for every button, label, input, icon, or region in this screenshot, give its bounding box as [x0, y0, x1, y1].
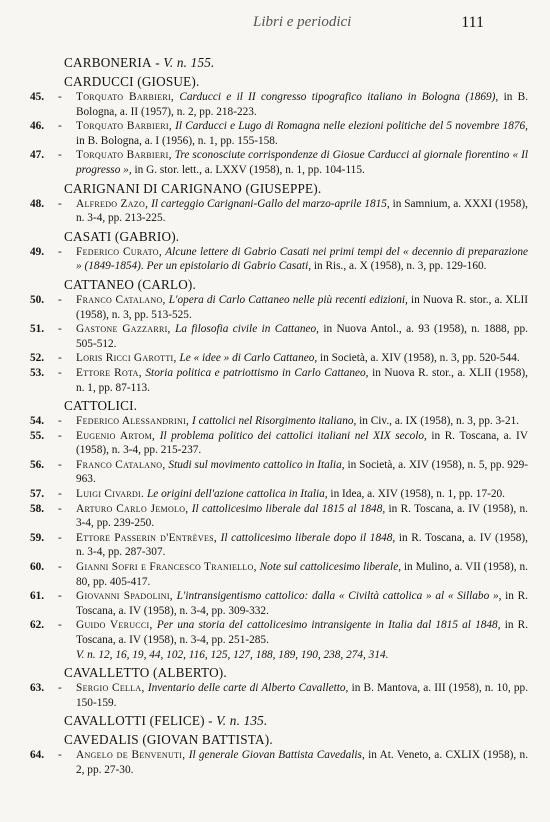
bibliography-entry — [0, 531, 550, 560]
entry-citation: in R. Toscana, a. IV (1958), n. 3-4, pp. 239-250. — [76, 502, 528, 530]
entry-number: 47. — [30, 149, 45, 162]
entry-number: 46. — [30, 120, 45, 133]
entry-dash: - — [58, 458, 62, 471]
entry-title: Note sul cattolicesimo liberale, — [259, 561, 402, 574]
entry-dash: - — [58, 749, 62, 762]
section-heading — [0, 180, 550, 197]
bibliography-entry — [0, 322, 550, 351]
bibliography-entry — [0, 197, 550, 226]
entry-citation: in Idea, a. XIV (1958), n. 1, pp. 17-20. — [327, 488, 505, 501]
entry-author: Luigi Civardi. — [76, 488, 145, 501]
entry-number: 56. — [30, 458, 45, 471]
entry-dash: - — [58, 531, 62, 544]
section-heading — [0, 228, 550, 245]
entry-author: Torquato Barbieri, — [76, 91, 175, 103]
entry-dash: - — [58, 415, 62, 428]
entry-author: Eugenio Artom, — [76, 429, 156, 442]
entry-title: Storia politica e patriottismo in Carlo Cattaneo, — [145, 366, 369, 379]
entry-author: Ettore Rota, — [76, 366, 142, 379]
entry-title: Tre sconosciute corrispondenze di Giosue Carducci al giornale fiorentino « Il progresso », — [76, 149, 529, 176]
entry-citation: in Nuova Antol., a. 93 (1958), n. 1888, pp. 505-512. — [76, 323, 529, 350]
entry-citation: in Ris., a. X (1958), n. 3, pp. 129-160. — [311, 260, 487, 273]
entry-number: 59. — [30, 531, 45, 544]
bibliography-entry — [0, 245, 550, 274]
section-name: CARDUCCI (GIOSUE). — [64, 74, 200, 89]
entry-title: Carducci e il II congresso tipografico italiano in Bologna (1869), — [179, 91, 499, 103]
bibliography-entry — [0, 502, 550, 531]
entry-author: Loris Ricci Garotti, — [76, 352, 177, 365]
entry-author: Torquato Barbieri, — [76, 149, 172, 162]
entry-author: Sergio Cella, — [76, 682, 145, 695]
entry-title: La filosofia civile in Cattaneo, — [175, 323, 319, 336]
section-heading — [0, 664, 550, 681]
bibliography-entry — [0, 681, 550, 710]
entry-dash: - — [58, 352, 62, 365]
entry-author: Franco Catalano, — [76, 293, 166, 306]
entry-title: Le « idee » di Carlo Cattaneo, — [179, 352, 318, 365]
entry-author: Franco Catalano, — [76, 458, 166, 471]
entry-citation: in Civ., a. IX (1958), n. 3, pp. 3-21. — [356, 415, 520, 428]
bibliography-entry — [0, 414, 550, 429]
entry-dash: - — [58, 323, 62, 336]
see-also-note: V. n. 12, 16, 19, 44, 102, 116, 125, 127, 188, 189, 190, 238, 274, 314. — [76, 648, 389, 661]
section-name: CATTOLICI. — [64, 398, 138, 414]
entry-citation: in G. stor. lett., a. LXXV (1958), n. 1, pp. 104-115. — [131, 163, 365, 176]
bibliography-entry — [0, 366, 550, 395]
running-title: Libri e periodici — [253, 14, 352, 30]
entry-number: 52. — [30, 352, 45, 365]
entry-title: Il problema politico dei cattolici italiani nel XIX secolo, — [159, 429, 427, 442]
entry-title: Il carteggio Carignani-Gallo del marzo-aprile 1815, — [151, 197, 390, 210]
bibliography-list — [0, 52, 550, 778]
entry-title: Per una storia del cattolicesimo intransigente in Italia dal 1815 al 1848, — [156, 619, 501, 632]
section-name: CAVEDALIS (GIOVAN BATTISTA). — [64, 732, 273, 748]
bibliography-entry — [0, 618, 550, 647]
entry-author: Federico Curato, — [76, 245, 162, 258]
entry-author: Gastone Gazzarri, — [76, 323, 171, 336]
section-name: CAVALLOTTI (FELICE) — [64, 713, 205, 729]
entry-number: 57. — [30, 488, 45, 501]
entry-title: Il cattolicesimo liberale dal 1815 al 1848, — [191, 502, 386, 515]
entry-number: 54. — [30, 415, 45, 428]
entry-citation: in Nuova R. stor., a. XLII (1958), n. 3, pp. 513-525. — [76, 293, 529, 321]
entry-title: Le origini dell'azione cattolica in Italia, — [146, 488, 328, 501]
entry-title: Studi sul movimento cattolico in Italia, — [168, 458, 345, 471]
entry-number: 64. — [30, 749, 45, 762]
section-name: CAVALLETTO (ALBERTO). — [64, 665, 227, 681]
entry-title: I cattolici nel Risorgimento italiano, — [192, 415, 357, 428]
entry-citation: in At. Veneto, a. CXLIX (1958), n. 2, pp. 27-30. — [76, 749, 529, 776]
entry-number: 58. — [30, 502, 45, 515]
entry-number: 63. — [30, 682, 45, 695]
entry-citation: in Samnium, a. XXXI (1958), n. 3-4, pp. 213-225. — [76, 197, 528, 225]
entry-dash: - — [58, 561, 62, 574]
entry-number: 51. — [30, 323, 45, 336]
entry-dash: - — [58, 682, 62, 695]
entry-title: Il generale Giovan Battista Cavedalis, — [188, 749, 365, 762]
entry-number: 49. — [30, 245, 45, 258]
entry-dash: - — [58, 120, 62, 133]
section-heading — [0, 54, 550, 71]
bibliography-entry — [0, 487, 550, 502]
entry-dash: - — [58, 502, 62, 515]
entry-dash: - — [58, 488, 62, 501]
entry-number: 50. — [30, 293, 45, 306]
entry-author: Guido Verucci, — [76, 619, 153, 632]
bibliography-entry — [0, 458, 550, 487]
bibliography-entry — [0, 748, 550, 777]
section-name: CASATI (GABRIO). — [64, 228, 180, 244]
entry-citation: in B. Mantova, a. III (1958), n. 10, pp. 150-159. — [76, 682, 529, 709]
bibliography-entry — [0, 351, 550, 366]
entry-dash: - — [58, 293, 62, 306]
bibliography-entry — [0, 429, 550, 458]
entry-citation: in R. Toscana, a. IV (1958), n. 3-4, pp. 309-332. — [76, 590, 528, 617]
entry-author: Federico Alessandrini, — [76, 415, 190, 428]
entry-author: Ettore Passerin d'Entrèves, — [76, 531, 218, 544]
entry-title: Alcune lettere di Gabrio Casati nei primi tempi del « decennio di preparazione » (1849-1854). Per un epistolario di Gabrio Casati, — [76, 245, 528, 273]
entry-author: Giovanni Spadolini, — [76, 590, 173, 603]
entry-citation: in Nuova R. stor., a. XLII (1958), n. 1, pp. 87-113. — [76, 366, 528, 394]
page-header — [0, 14, 550, 36]
bibliography-entry — [0, 589, 550, 618]
bibliography-entry — [0, 560, 550, 589]
entry-citation: in R. Toscana, a. IV (1958), n. 3-4, pp. 251-285. — [76, 619, 529, 646]
section-name: CARIGNANI DI CARIGNANO (GIUSEPPE). — [64, 180, 322, 196]
entry-author: Torquato Barbieri, — [76, 120, 172, 133]
entry-number: 62. — [30, 619, 45, 632]
entry-citation: in Società, a. XIV (1958), n. 3, pp. 520-544. — [317, 352, 520, 365]
entry-title: Il Carducci e Lugo di Romagna nelle elezioni politiche del 5 novembre 1876, — [175, 120, 528, 133]
entry-citation: in R. Toscana, a. IV (1958), n. 3-4, pp. 215-237. — [76, 429, 528, 457]
entry-citation: in B. Bologna, a. II (1957), n. 2, pp. 218-223. — [76, 91, 529, 118]
entry-title: L'intransigentismo cattolico: dalla « Civiltà cattolica » al « Sillabo », — [176, 590, 502, 603]
section-name: CARBONERIA — [64, 55, 152, 70]
entry-dash: - — [58, 429, 62, 442]
entry-citation: in Società, a. XIV (1958), n. 5, pp. 929-963. — [76, 458, 529, 486]
entry-dash: - — [58, 619, 62, 632]
section-heading — [0, 397, 550, 414]
entry-number: 61. — [30, 590, 45, 603]
bibliography-entry — [0, 119, 550, 148]
entry-dash: - — [58, 91, 62, 103]
entry-number: 45. — [30, 91, 45, 103]
entry-number: 55. — [30, 429, 45, 442]
section-heading — [0, 276, 550, 293]
entry-citation: in R. Toscana, a. IV (1958), n. 3-4, pp. 287-307. — [76, 531, 528, 559]
entry-title: Inventario delle carte di Alberto Cavalletto, — [147, 682, 349, 695]
page-number: 111 — [461, 14, 484, 31]
section-heading — [0, 712, 550, 729]
entry-number: 53. — [30, 366, 45, 379]
entry-citation: in Mulino, a. VII (1958), n. 80, pp. 405-417. — [76, 561, 528, 588]
entry-dash: - — [58, 197, 62, 210]
bibliography-entry — [0, 293, 550, 322]
entry-author: Gianni Sofri e Francesco Traniello, — [76, 561, 257, 574]
entry-number: 48. — [30, 197, 45, 210]
entry-author: Arturo Carlo Jemolo, — [76, 502, 189, 515]
entry-title: Il cattolicesimo liberale dopo il 1848, — [220, 531, 396, 544]
entry-number: 60. — [30, 561, 45, 574]
cross-reference: - V. n. 155. — [151, 55, 215, 70]
section-heading — [0, 731, 550, 748]
section-heading — [0, 73, 550, 90]
entry-author: Alfredo Zazo, — [76, 197, 149, 210]
entry-dash: - — [58, 149, 62, 162]
bibliography-entry — [0, 90, 550, 119]
entry-dash: - — [58, 590, 62, 603]
section-name: CATTANEO (CARLO). — [64, 276, 197, 292]
cross-reference: - V. n. 135. — [204, 713, 268, 729]
entry-title: L'opera di Carlo Cattaneo nelle più recenti edizioni, — [168, 293, 408, 306]
entry-dash: - — [58, 366, 62, 379]
entry-author: Angelo de Benvenuti, — [76, 749, 186, 762]
entry-dash: - — [58, 245, 62, 258]
bibliography-entry — [0, 148, 550, 177]
entry-citation: in B. Bologna, a. I (1956), n. 1, pp. 155-158. — [76, 134, 278, 147]
